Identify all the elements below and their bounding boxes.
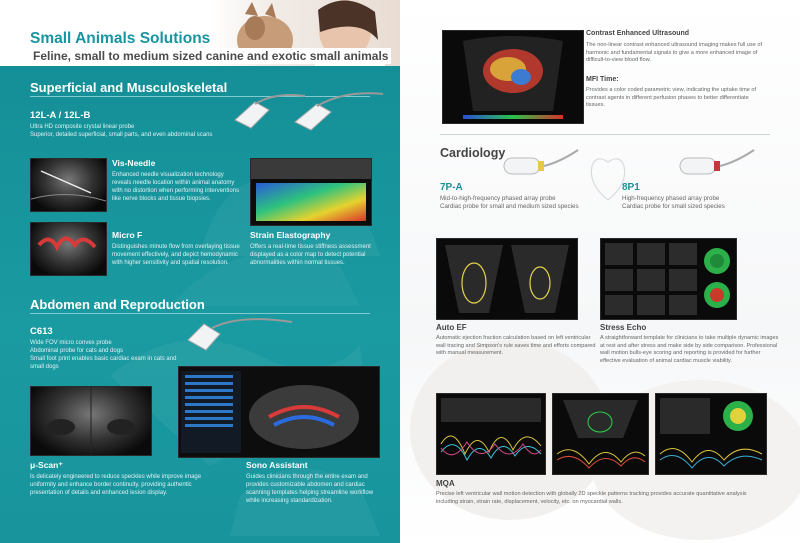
contrast-ultrasound-image	[442, 30, 584, 124]
contrast-title: Contrast Enhanced Ultrasound	[586, 30, 690, 37]
page-title: Small Animals Solutions	[30, 30, 211, 47]
micro-f-image	[30, 222, 107, 276]
product-12l-desc-1: Ultra HD composite crystal linear probe	[30, 124, 135, 130]
probe-7pa-line-1: Mid-to-high-frequency phased array probe	[440, 195, 556, 202]
mu-scan-text: Is delicately engineered to reduce speckles while improve image uniformity and enhance border continuity, providing authentic presentation of details and enhanced lesion display.	[30, 474, 202, 496]
mfi-text: Provides a color coded parametric view, indicating the uptake time of contrast agents in different perfusion phases to better differentiate tissues.	[586, 87, 757, 109]
probe-7pa-line-2: Cardiac probe for small and medium sized species	[440, 203, 579, 210]
convex-probe-image	[180, 310, 300, 355]
probe-8p1-line-1: High-frequency phased array probe	[622, 195, 720, 202]
vis-needle-image	[30, 158, 107, 212]
mqa-text: Precise left ventricular wall motion detection with globally 2D speckle patterns tracking provides accurate quantitative analysis including strain, strain rate, displacement, velocity, etc. on myocardial walls.	[436, 491, 747, 505]
product-c613-line-1: Wide FOV micro convex probe	[30, 340, 112, 346]
contrast-text: The non-linear contrast enhanced ultrasound imaging makes full use of harmonic and fundamental signals to give a more enhanced image of difficult-to-view blood flow.	[586, 42, 762, 64]
stress-echo-image	[600, 238, 737, 320]
section-abdomen-heading: Abdomen and Reproduction	[30, 297, 205, 312]
product-12l-desc-2: Superior, detailed superficial, small parts, and even abdominal scans	[30, 132, 213, 138]
probe-7pa-name: 7P-A	[440, 182, 463, 193]
cardiology-divider	[440, 134, 770, 135]
sono-assistant-image	[178, 366, 380, 458]
auto-ef-image	[436, 238, 578, 320]
mfi-title: MFI Time:	[586, 76, 619, 83]
product-c613-name: C613	[30, 326, 53, 337]
section-superficial-heading: Superficial and Musculoskeletal	[30, 80, 228, 95]
mqa-image-1	[436, 393, 546, 475]
probe-8p1-image	[676, 144, 756, 180]
section-cardiology-heading: Cardiology	[440, 146, 506, 160]
stress-echo-title: Stress Echo	[600, 323, 647, 332]
probe-8p1-line-2: Cardiac probe for small sized species	[622, 203, 725, 210]
vis-needle-text: Enhanced needle visualization technology reveals needle location within animal anatomy with no distortion when performing interventions like nerve blocks and tissue biopsies.	[112, 172, 240, 202]
linear-probe-images	[225, 82, 385, 132]
mqa-title: MQA	[436, 479, 455, 488]
mu-scan-title: μ-Scan⁺	[30, 460, 63, 470]
auto-ef-title: Auto EF	[436, 323, 467, 332]
product-c613-line-3: Small foot print enables basic cardiac exam in cats and small dogs	[30, 356, 177, 370]
sono-assistant-title: Sono Assistant	[246, 460, 308, 470]
sono-assistant-text: Guides clinicians through the entire exam and provides customizable abdomen and cardiac scanning templates helping streamline workflow while increasing standardization.	[246, 474, 374, 504]
strain-elastography-image	[250, 158, 372, 226]
product-12l-name: 12L-A / 12L-B	[30, 110, 91, 121]
right-page	[400, 0, 800, 543]
micro-f-title: Micro F	[112, 230, 143, 240]
mqa-image-3	[655, 393, 767, 475]
mu-scan-image	[30, 386, 152, 456]
probe-8p1-name: 8P1	[622, 182, 640, 193]
micro-f-text: Distinguishes minute flow from overlaying tissue movement effectively, and depict hemodynamic with higher sensitivity and spatial resolution.	[112, 244, 240, 266]
page-subtitle: Feline, small to medium sized canine and exotic small animals	[30, 48, 391, 64]
mqa-image-2	[552, 393, 649, 475]
stress-echo-text: A straightforward template for clinicians to take multiple dynamic images at rest and after stress and make side by side comparison. Professional wall motion bulls-eye scoring and reporting is provided for further effective evaluation of animal cardiac muscle viability.	[600, 335, 779, 364]
strain-text: Offers a real-time tissue stiffness assessment displayed as a color map to detect potential abnormalities within normal tissues.	[250, 244, 371, 266]
probe-7pa-image	[500, 144, 580, 180]
auto-ef-text: Automatic ejection fraction calculation based on left ventricular wall tracing and Simpson's rule saves time and efforts compared with manual measurement.	[436, 335, 596, 357]
strain-title: Strain Elastography	[250, 230, 331, 240]
vis-needle-title: Vis-Needle	[112, 158, 156, 168]
product-c613-line-2: Abdominal probe for cats and dogs	[30, 348, 124, 354]
